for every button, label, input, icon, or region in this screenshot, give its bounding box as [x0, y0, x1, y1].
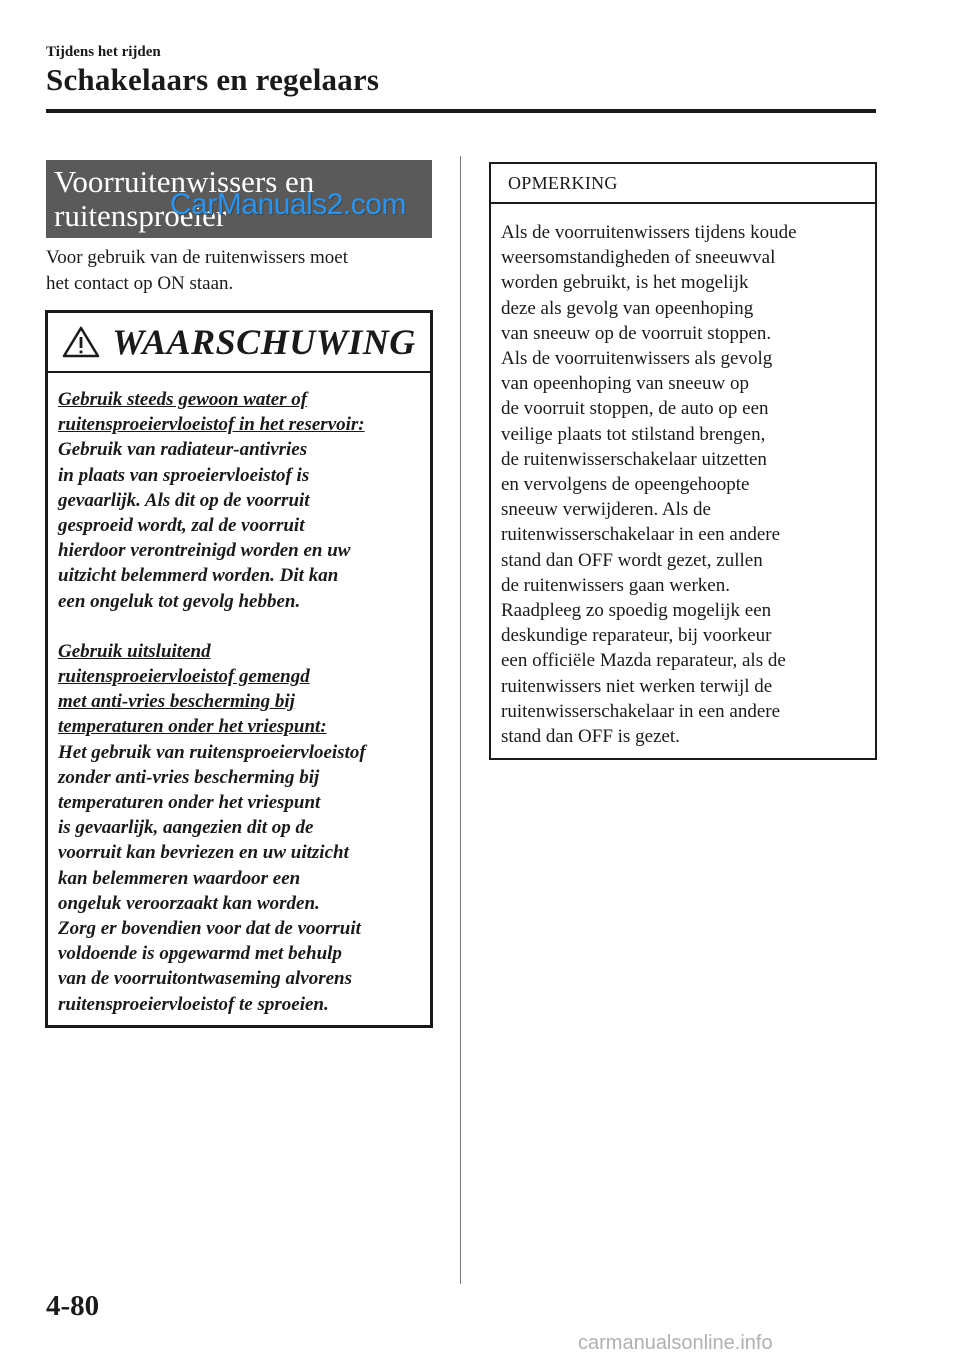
note-line: worden gebruikt, is het mogelijk: [501, 272, 749, 294]
note-line: stand dan OFF wordt gezet, zullen: [501, 549, 763, 571]
note-line: de voorruit stoppen, de auto op een: [501, 398, 769, 420]
note-line: ruitenwisserschakelaar in een andere: [501, 524, 781, 546]
warning-heading-line: temperaturen onder het vriespunt:: [58, 716, 327, 738]
warning-body-line: ruitensproeiervloeistof te sproeien.: [58, 993, 329, 1015]
note-line: stand dan OFF is gezet.: [501, 726, 680, 748]
note-line: ruitenwissers niet werken terwijl de: [501, 675, 773, 697]
note-line: sneeuw verwijderen. Als de: [501, 499, 711, 521]
intro-text: [46, 245, 432, 297]
warning-body-line: gesproeid wordt, zal de voorruit: [58, 515, 305, 537]
chapter-title: Schakelaars en regelaars: [46, 62, 380, 97]
section-heading-line: ruitensproeier: [54, 198, 227, 233]
note-line: deze als gevolg van opeenhoping: [501, 297, 754, 319]
note-line: weersomstandigheden of sneeuwval: [501, 247, 776, 269]
note-line: en vervolgens de opeengehoopte: [501, 474, 750, 496]
paragraph-gap: [58, 614, 430, 639]
warning-body-line: van de voorruitontwaseming alvorens: [58, 968, 352, 990]
warning-heading-line: Gebruik uitsluitend: [58, 640, 211, 662]
warning-heading-line: met anti-vries bescherming bij: [58, 691, 295, 713]
warning-body-line: Het gebruik van ruitensproeiervloeistof: [58, 741, 366, 763]
warning-heading-line: ruitensproeiervloeistof gemengd: [58, 666, 310, 688]
warning-body-line: in plaats van sproeiervloeistof is: [58, 464, 310, 486]
warning-triangle-icon: [62, 326, 100, 358]
warning-body-line: Zorg er bovendien voor dat de voorruit: [58, 918, 361, 940]
note-line: Raadpleeg zo spoedig mogelijk een: [501, 600, 772, 622]
warning-body-line: zonder anti-vries bescherming bij: [58, 766, 320, 788]
warning-body-line: Gebruik van radiateur-antivries: [58, 439, 308, 461]
watermark-text: carmanualsonline.info: [578, 1332, 773, 1354]
watermark-logo: CarManuals2.com: [170, 188, 406, 221]
note-line: van sneeuw op de voorruit stoppen.: [501, 322, 772, 344]
note-line: een officiële Mazda reparateur, als de: [501, 650, 786, 672]
column-divider: [460, 156, 461, 1284]
warning-body-line: voorruit kan bevriezen en uw uitzicht: [58, 842, 349, 864]
page-number: 4-80: [46, 1290, 100, 1322]
warning-body-line: voldoende is opgewarmd met behulp: [58, 943, 342, 965]
note-line: de ruitenwisserschakelaar uitzetten: [501, 448, 767, 470]
warning-body-line: temperaturen onder het vriespunt: [58, 792, 321, 814]
warning-title: WAARSCHUWING: [112, 322, 416, 362]
warning-heading-line: ruitensproeiervloeistof in het reservoir:: [58, 414, 365, 436]
note-box: [489, 162, 877, 760]
warning-body-line: uitzicht belemmerd worden. Dit kan: [58, 565, 339, 587]
header-rule: [46, 109, 876, 113]
warning-body-line: kan belemmeren waardoor een: [58, 867, 301, 889]
warning-body-line: gevaarlijk. Als dit op de voorruit: [58, 489, 310, 511]
note-line: veilige plaats tot stilstand brengen,: [501, 423, 766, 445]
note-line: de ruitenwissers gaan werken.: [501, 574, 730, 596]
note-line: deskundige reparateur, bij voorkeur: [501, 625, 772, 647]
note-line: van opeenhoping van sneeuw op: [501, 373, 749, 395]
intro-line: het contact op ON staan.: [46, 273, 234, 294]
section-label: Tijdens het rijden: [46, 44, 161, 60]
warning-heading-line: Gebruik steeds gewoon water of: [58, 389, 308, 410]
warning-body-line: ongeluk veroorzaakt kan worden.: [58, 892, 320, 914]
warning-body: [58, 387, 430, 1017]
intro-line: Voor gebruik van de ruitenwissers moet: [46, 247, 349, 268]
warning-header: [48, 313, 430, 373]
note-body: [501, 220, 871, 749]
note-line: Als de voorruitenwissers tijdens koude: [501, 222, 797, 243]
warning-body-line: een ongeluk tot gevolg hebben.: [58, 590, 301, 612]
note-title: OPMERKING: [491, 164, 875, 204]
note-line: Als de voorruitenwissers als gevolg: [501, 348, 773, 370]
warning-body-line: is gevaarlijk, aangezien dit op de: [58, 817, 314, 839]
warning-body-line: hierdoor verontreinigd worden en uw: [58, 540, 351, 562]
warning-box: [45, 310, 433, 1028]
note-line: ruitenwisserschakelaar in een andere: [501, 700, 781, 722]
section-heading-line: Voorruitenwissers en: [54, 164, 315, 199]
